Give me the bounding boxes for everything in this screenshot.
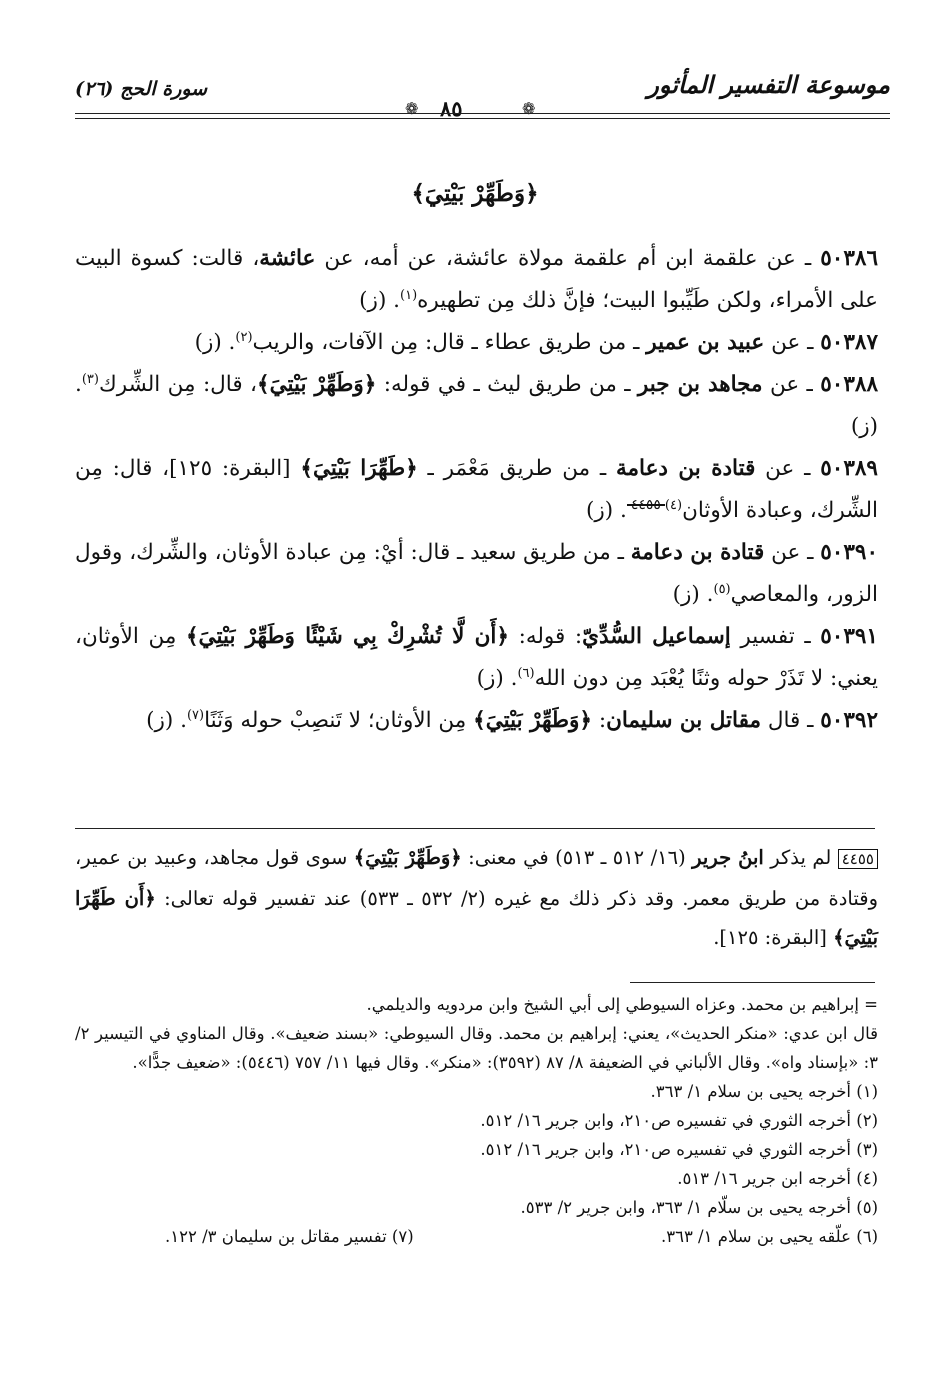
footnote-row: [75, 1222, 878, 1251]
quran-verse: ﴿وَطَهِّرْ بَيْتِيَ﴾: [256, 372, 377, 397]
narration-entry: [75, 616, 878, 700]
commentary-ref-box: ٤٤٥٥: [627, 504, 665, 506]
quran-verse: ﴿أَن طَهِّرَا بَيْتِيَ﴾: [75, 887, 878, 949]
narration-entry: [75, 532, 878, 616]
narration-source: . (ز): [476, 666, 518, 691]
author-name: ابنُ جرير: [692, 846, 764, 869]
footnotes: [75, 990, 878, 1251]
narration-source: . (ز): [194, 330, 236, 355]
narration-entry: [75, 238, 878, 322]
page-number: ٨٥: [440, 96, 463, 121]
footnote: (٤) أخرجه ابن جرير ١٦/ ٥١٣.: [677, 1169, 878, 1188]
narration-text: مِن الأوثان؛ لا تَنصِبْ حوله وَثَنًا: [204, 708, 474, 733]
footnote: (٦) علّقه يحيى بن سلام ١/ ٣٦٣.: [660, 1227, 878, 1246]
narration-number: ٥٠٣٩١: [820, 624, 878, 649]
narration-entry: [75, 448, 878, 532]
quran-verse: ﴿طَهِّرَا بَيْتِيَ﴾: [300, 456, 418, 481]
narration-number: ٥٠٣٩٢: [820, 708, 878, 733]
narrator-name: قتادة بن دعامة: [616, 456, 756, 481]
narration-source: . (ز): [75, 372, 878, 439]
quran-verse: ﴿أَن لَّا تُشْرِكْ بِي شَيْئًا وَطَهِّرْ بَيْتِيَ﴾: [185, 624, 509, 649]
narration-text: :: [591, 708, 607, 733]
narration-text: ـ قال: [760, 708, 821, 733]
narration-text: ـ عن: [755, 456, 821, 481]
footnote-ref: (٤): [664, 497, 683, 513]
narration-source: . (ز): [672, 582, 714, 607]
ornament-icon: ❁: [405, 99, 419, 118]
section-divider: [75, 828, 875, 829]
narration-text: مِن الأوثان، يعني: لا تَذَرْ حوله وثنًا يُعْبَد مِن دون الله: [75, 624, 878, 691]
narration-number: ٥٠٣٨٨: [820, 372, 878, 397]
narration-number: ٥٠٣٨٩: [820, 456, 878, 481]
narration-text: ـ عن: [764, 330, 821, 355]
narration-text: ـ عن: [762, 372, 821, 397]
surah-title: سورة الحج (٢٦): [75, 78, 208, 100]
footnote-ref: (٢): [235, 329, 253, 345]
footnote-continuation: قال ابن عدي: «منكر الحديث»، يعني: إبراهيم بن محمد. وقال السيوطي: «بسند ضعيف». وقال المناوي في التيسير ٢/ ٣: «بإسناد واه». وقال الألباني في الضعيفة ٨/ ٨٧ (٣٥٩٢): «منكر». وقال فيها ١١/ ٧٥٧ (٥٤٤٦): «ضعيف جدًّا».: [75, 1024, 878, 1072]
footnote-ref: (٣): [81, 371, 99, 387]
narrator-name: عبيد بن عمير: [646, 330, 765, 355]
commentary-text: (١٦/ ٥١٢ ـ ٥١٣) في معنى:: [461, 846, 693, 869]
narration-text: ، قال: مِن الشِّرك: [98, 372, 257, 397]
narration-source: . (ز): [359, 288, 400, 313]
commentary-text: [البقرة: ١٢٥].: [713, 926, 834, 949]
narration-entry: [75, 364, 878, 448]
commentary-text: لم يذكر: [763, 846, 838, 869]
header-rule: [75, 113, 890, 114]
narration-entry: [75, 700, 878, 742]
narration-text: ـ تفسير: [730, 624, 821, 649]
footnote: (١) أخرجه يحيى بن سلام ١/ ٣٦٣.: [650, 1082, 878, 1101]
narrator-name: إسماعيل السُّدِّيّ: [582, 624, 731, 649]
narration-text: ـ من طريق سعيد ـ قال: أيْ: مِن عبادة الأوثان، والشِّرك، وقول الزور، والمعاصي: [75, 540, 878, 607]
narration-text: [البقرة: ١٢٥]، قال: مِن الشِّرك، وعبادة الأوثان: [75, 456, 878, 523]
footnote-divider: [630, 982, 875, 983]
narrator-name: قتادة بن دعامة: [630, 540, 765, 565]
narration-number: ٥٠٣٨٧: [820, 330, 878, 355]
narration-text: ـ عن: [764, 540, 821, 565]
narration-number: ٥٠٣٨٦: [820, 246, 878, 271]
narration-source: . (ز): [146, 708, 187, 733]
verse-heading: ﴿وَطَهِّرْ بَيْتِيَ﴾: [411, 180, 539, 207]
footnote: (٣) أخرجه الثوري في تفسيره ص٢١٠، وابن جرير ١٦/ ٥١٢.: [480, 1140, 878, 1159]
footnote: (٥) أخرجه يحيى بن سلّام ١/ ٣٦٣، وابن جرير ٢/ ٥٣٣.: [520, 1198, 878, 1217]
narration-text: ـ من طريق مَعْمَر ـ: [417, 456, 616, 481]
narration-text: ـ من طريق ليث ـ في قوله:: [376, 372, 638, 397]
quran-verse: ﴿وَطَهِّرْ بَيْتِيَ﴾: [353, 846, 462, 869]
footnote: (٧) تفسير مقاتل بن سليمان ٣/ ١٢٢.: [165, 1227, 414, 1246]
narration-source: . (ز): [586, 498, 627, 523]
footnote-ref: (٧): [186, 707, 205, 723]
footnote-continuation: = إبراهيم بن محمد. وعزاه السيوطي إلى أبي الشيخ وابن مردويه والديلمي.: [366, 995, 878, 1014]
narration-text: : قوله:: [508, 624, 583, 649]
commentary-number-box: ٤٤٥٥: [838, 849, 878, 869]
narration-text: ـ عن علقمة ابن أم علقمة مولاة عائشة، عن أمه، عن: [315, 246, 821, 271]
narration-number: ٥٠٣٩٠: [820, 540, 878, 565]
ornament-icon: ❁: [522, 99, 536, 118]
narration-text: ـ من طريق عطاء ـ قال: مِن الآفات، والريب: [252, 330, 647, 355]
quran-verse: ﴿وَطَهِّرْ بَيْتِيَ﴾: [473, 708, 592, 733]
book-title: موسوعة التفسير المأثور: [647, 70, 890, 99]
narrator-name: مجاهد بن جبر: [637, 372, 763, 397]
narration-entry: [75, 322, 878, 364]
narrator-name: عائشة: [259, 246, 316, 271]
commentary-block: [75, 838, 878, 957]
narrations: [75, 238, 878, 742]
footnote-ref: (٦): [517, 665, 535, 681]
header-rule: [75, 118, 890, 119]
narrator-name: مقاتل بن سليمان: [606, 708, 761, 733]
footnote: (٢) أخرجه الثوري في تفسيره ص٢١٠، وابن جرير ١٦/ ٥١٢.: [480, 1111, 878, 1130]
footnote-ref: (١): [400, 287, 418, 303]
narration-text: ، قالت: كسوة البيت على الأمراء، ولكن طَيِّبوا البيت؛ فإنَّ ذلك مِن تطهيره: [75, 246, 878, 313]
footnote-ref: (٥): [713, 581, 731, 597]
commentary-text: سوى قول مجاهد، وعبيد بن عمير، وقتادة من طريق معمر. وقد ذكر ذلك مع غيره (٢/ ٥٣٢ ـ ٥٣٣) عند تفسير قوله تعالى:: [75, 846, 878, 910]
